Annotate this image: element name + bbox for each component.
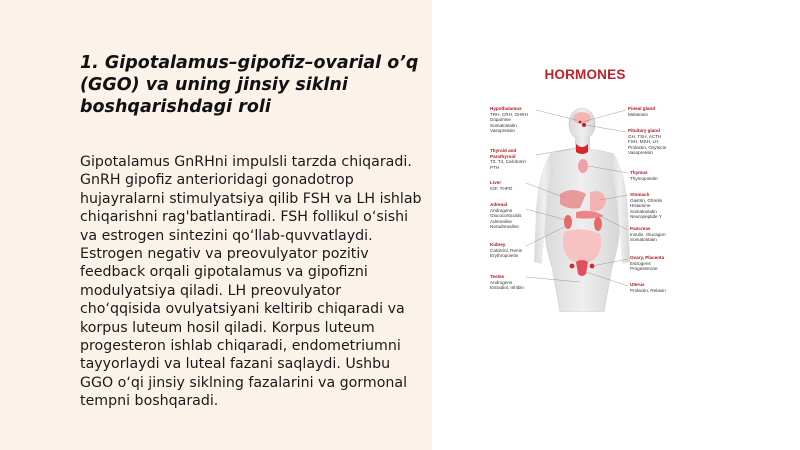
- label-stomach: Stomach Gastrin, Ghrelin Histamine Somatostatin Neuropeptide Y: [630, 192, 663, 219]
- figure-title: HORMONES: [544, 67, 626, 82]
- slide-body: Gipotalamus GnRHni impulsli tarzda chiqaradi. GnRH gipofiz anterioridagi gonadotrop hujayralarni stimulyatsiya qilib FSH va LH ishlab chiqarishni rag'batlantiradi. FSH follikul o‘sishi va estrogen sintezini qo‘llab-quvvatlaydi. Estrogen negativ va preovulyator pozitiv feedback orqali gipotalamus va gipofizni modulyatsiya qiladi. LH preovulyator cho‘qqisida ovulyatsiyani keltirib chiqaradi va korpus luteum hosil qiladi. Korpus luteum progesteron ishlab chiqaradi, endometriumni tayyorlaydi va luteal fazani saqlaydi. Ushbu GGO o‘qi jinsiy siklning fazalarini va gormonal tempni boshqaradi.: [80, 154, 422, 410]
- label-testes: Testes Androgens Estradiol, Inhibin: [490, 274, 524, 290]
- kidney-right: [594, 217, 602, 231]
- label-uterus: Uterus Prolactin, Relaxin: [630, 282, 666, 293]
- label-pineal: Pineal gland Melatonin: [628, 106, 656, 117]
- pituitary-dot: [582, 123, 586, 127]
- thymus-shape: [578, 159, 588, 173]
- intestine-shape: [563, 229, 601, 263]
- brain-shape: [573, 112, 591, 124]
- label-thymus: Thymus Thymopoietin: [630, 170, 658, 181]
- label-pancreas: Pancreas Insulin, Glucagon Somatostatin: [630, 226, 666, 242]
- label-thyroid: Thyroid and Parathyroid T3, T4, Calcitonin PTH: [490, 148, 526, 170]
- slide-title: 1. Gipotalamus–gipofiz–ovarial o’q (GGO) va uning jinsiy siklni boshqarishdagi roli: [80, 53, 419, 117]
- ovary-left: [570, 264, 575, 269]
- pineal-dot: [579, 121, 582, 124]
- label-ovary-placenta: Ovary, Placenta Estrogens Progesterone: [630, 255, 665, 271]
- label-pituitary: Pituitary gland GH, TSH, ACTH FSH, MSH, LH Prolactin, Oxytocin Vasopressin: [628, 128, 667, 155]
- label-hypothalamus: Hypothalamus TRH, CRH, GHRH Dopamine Somatostatin Vasopressin: [490, 106, 529, 133]
- label-kidney: Kidney Calcitriol, Renin Erythropoietin: [490, 242, 523, 258]
- kidney-left: [564, 215, 572, 229]
- label-liver: Liver IGF, THPO: [490, 180, 513, 191]
- hormones-figure: [480, 62, 690, 312]
- label-adrenal: Adrenal Androgens Glucocorticoids Adrenaline Noradrenaline: [490, 202, 522, 229]
